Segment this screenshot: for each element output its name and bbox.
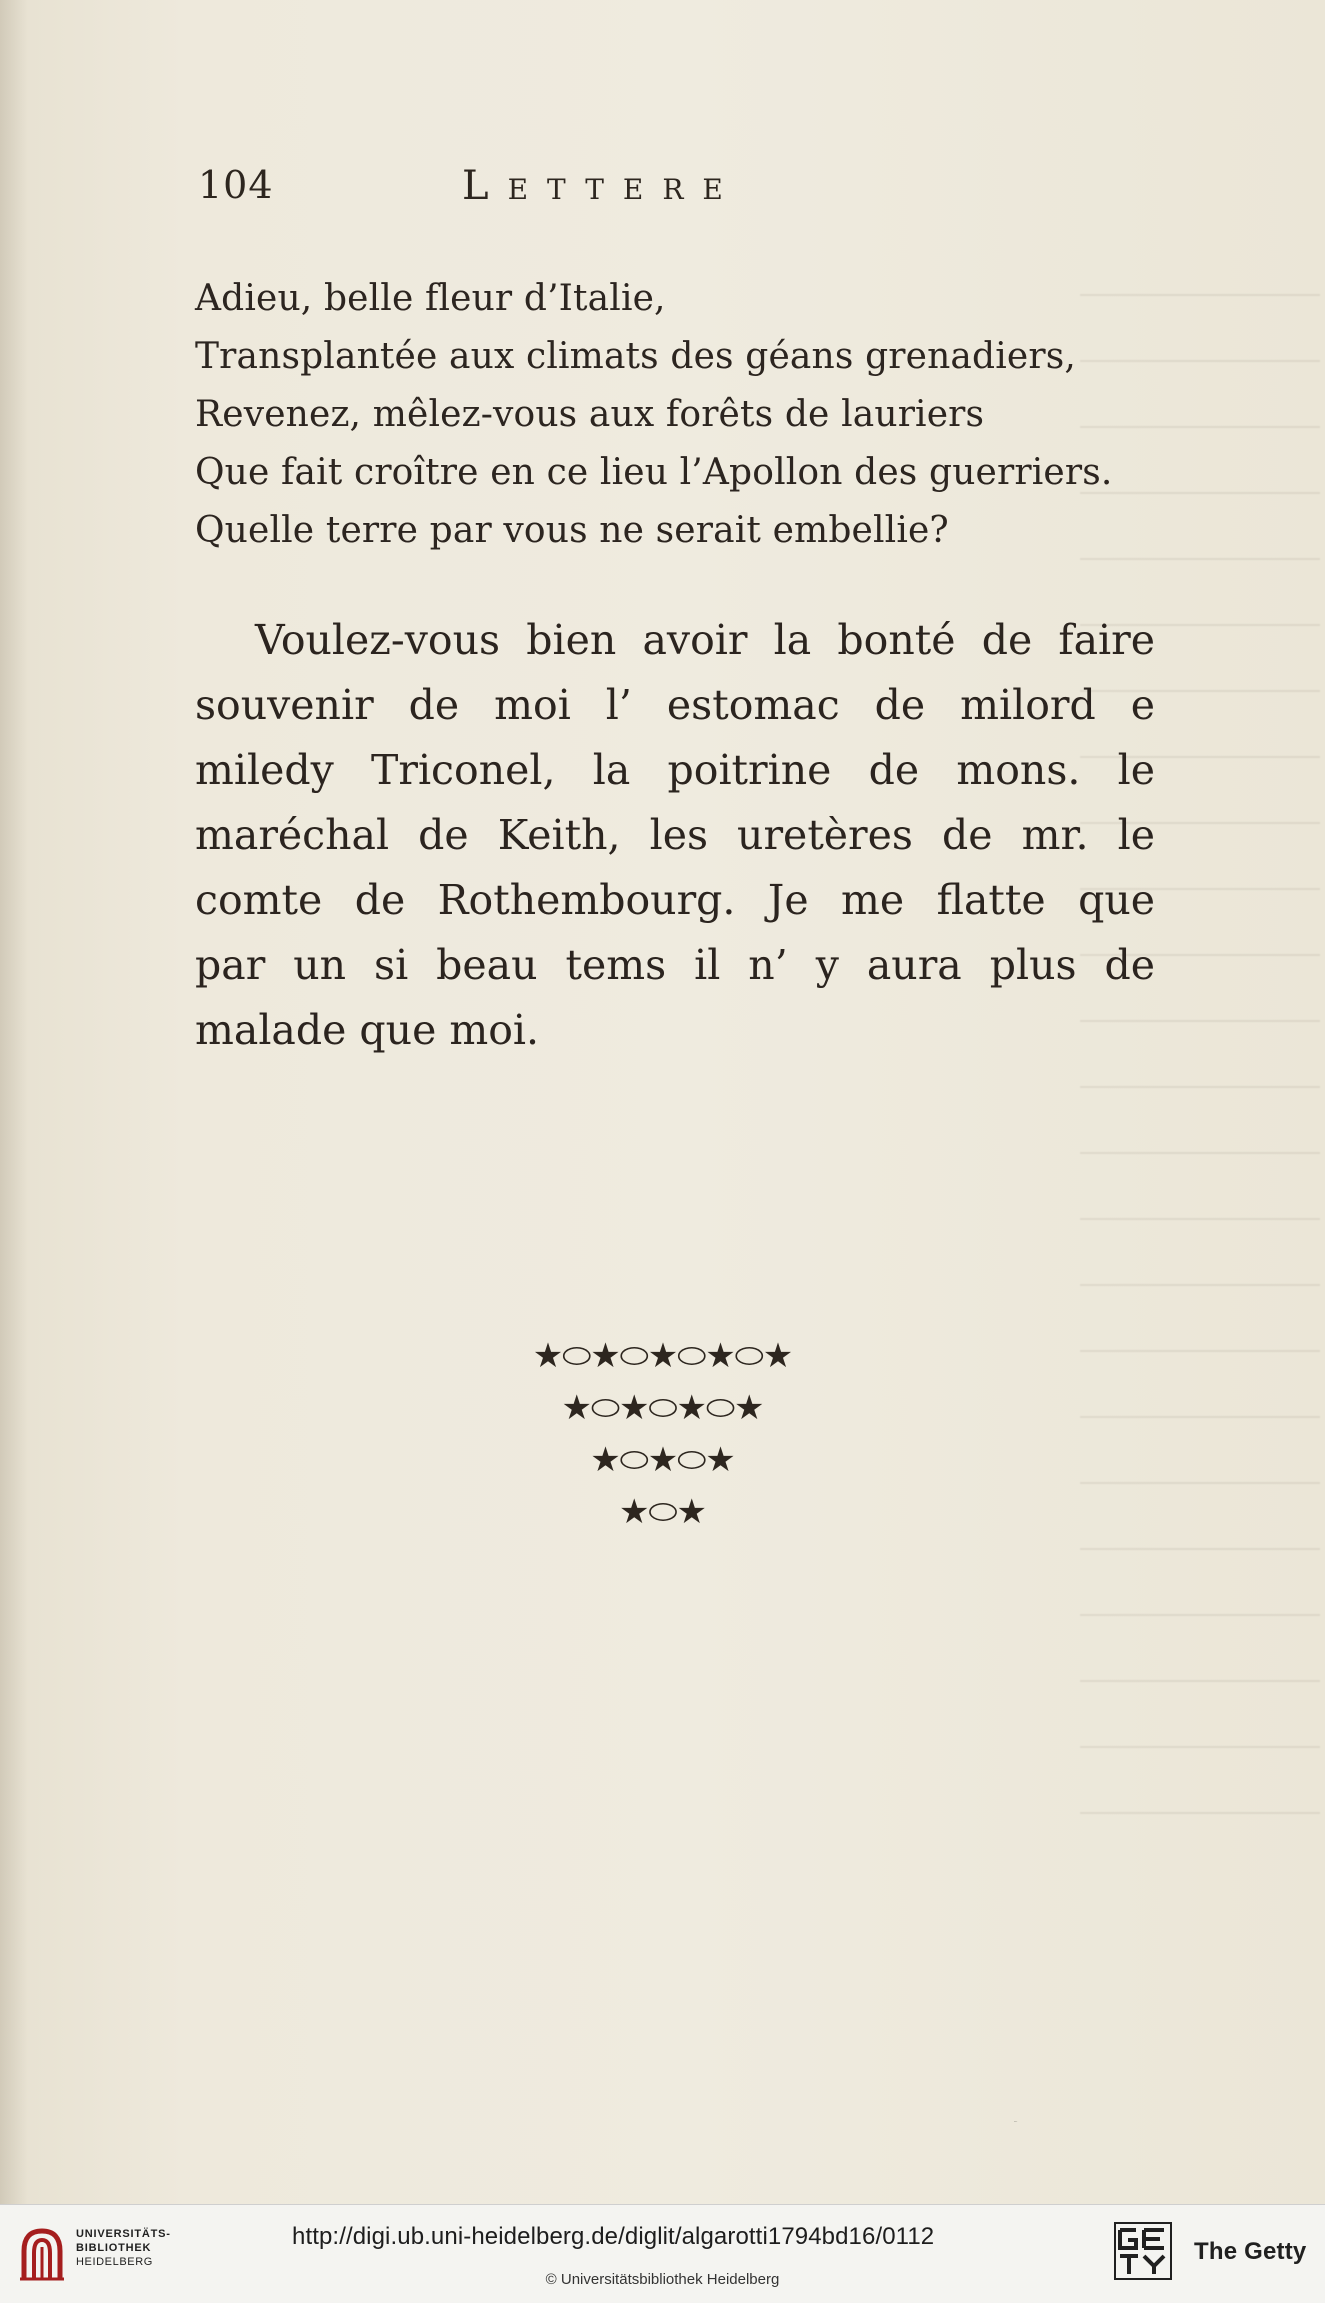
prose-line: maréchal de Keith, les uretères de mr. le (195, 811, 1155, 859)
getty-logo-lettering: GETTY (1014, 2122, 1018, 2123)
prose-paragraph (195, 608, 1155, 1063)
partner-name: The Getty (1194, 2238, 1307, 2265)
verse-line: Transplantée aux climats des géans grenadiers, (195, 336, 1076, 377)
prose-line: Voulez-vous bien avoir la bonté de faire (255, 616, 1155, 664)
permalink-url[interactable]: http://digi.ub.uni-heidelberg.de/diglit/algarotti1794bd16/0112 (292, 2223, 935, 2250)
verse-block (195, 270, 1195, 560)
verse-line: Adieu, belle fleur d’Italie, (195, 278, 666, 319)
prose-line: souvenir de moi l’ estomac de milord e (195, 681, 1155, 729)
getty-logo-icon (1014, 2122, 1172, 2280)
verse-line: Que fait croître en ce lieu l’Apollon des guerriers. (195, 452, 1113, 493)
verse-line: Revenez, mêlez-vous aux forêts de lauriers (195, 394, 985, 435)
verse-line: Quelle terre par vous ne serait embellie? (195, 510, 949, 551)
page-gutter-shadow (0, 0, 28, 2205)
prose-line: par un si beau tems il n’ y aura plus de (195, 941, 1155, 989)
prose-line: comte de Rothembourg. Je me flatte que (195, 876, 1155, 924)
ornament-row: ★⬭★⬭★⬭★⬭★ (532, 1336, 793, 1376)
viewer-footer-bar (0, 2122, 1325, 2303)
tailpiece-ornament (0, 1330, 1325, 1538)
page-number: 104 (198, 163, 274, 207)
ornament-row: ★⬭★⬭★⬭★ (561, 1388, 764, 1428)
prose-line: malade que moi. (195, 1006, 540, 1054)
ornament-row: ★⬭★ (619, 1492, 706, 1532)
page-header (198, 163, 898, 226)
running-head: Lettere (462, 163, 742, 209)
ornament-row: ★⬭★⬭★ (590, 1440, 735, 1480)
university-library-name: UNIVERSITÄTS- BIBLIOTHEK HEIDELBERG (76, 2228, 171, 2268)
copyright-notice: © Universitätsbibliothek Heidelberg (545, 2271, 780, 2288)
prose-line: miledy Triconel, la poitrine de mons. le (195, 746, 1155, 794)
